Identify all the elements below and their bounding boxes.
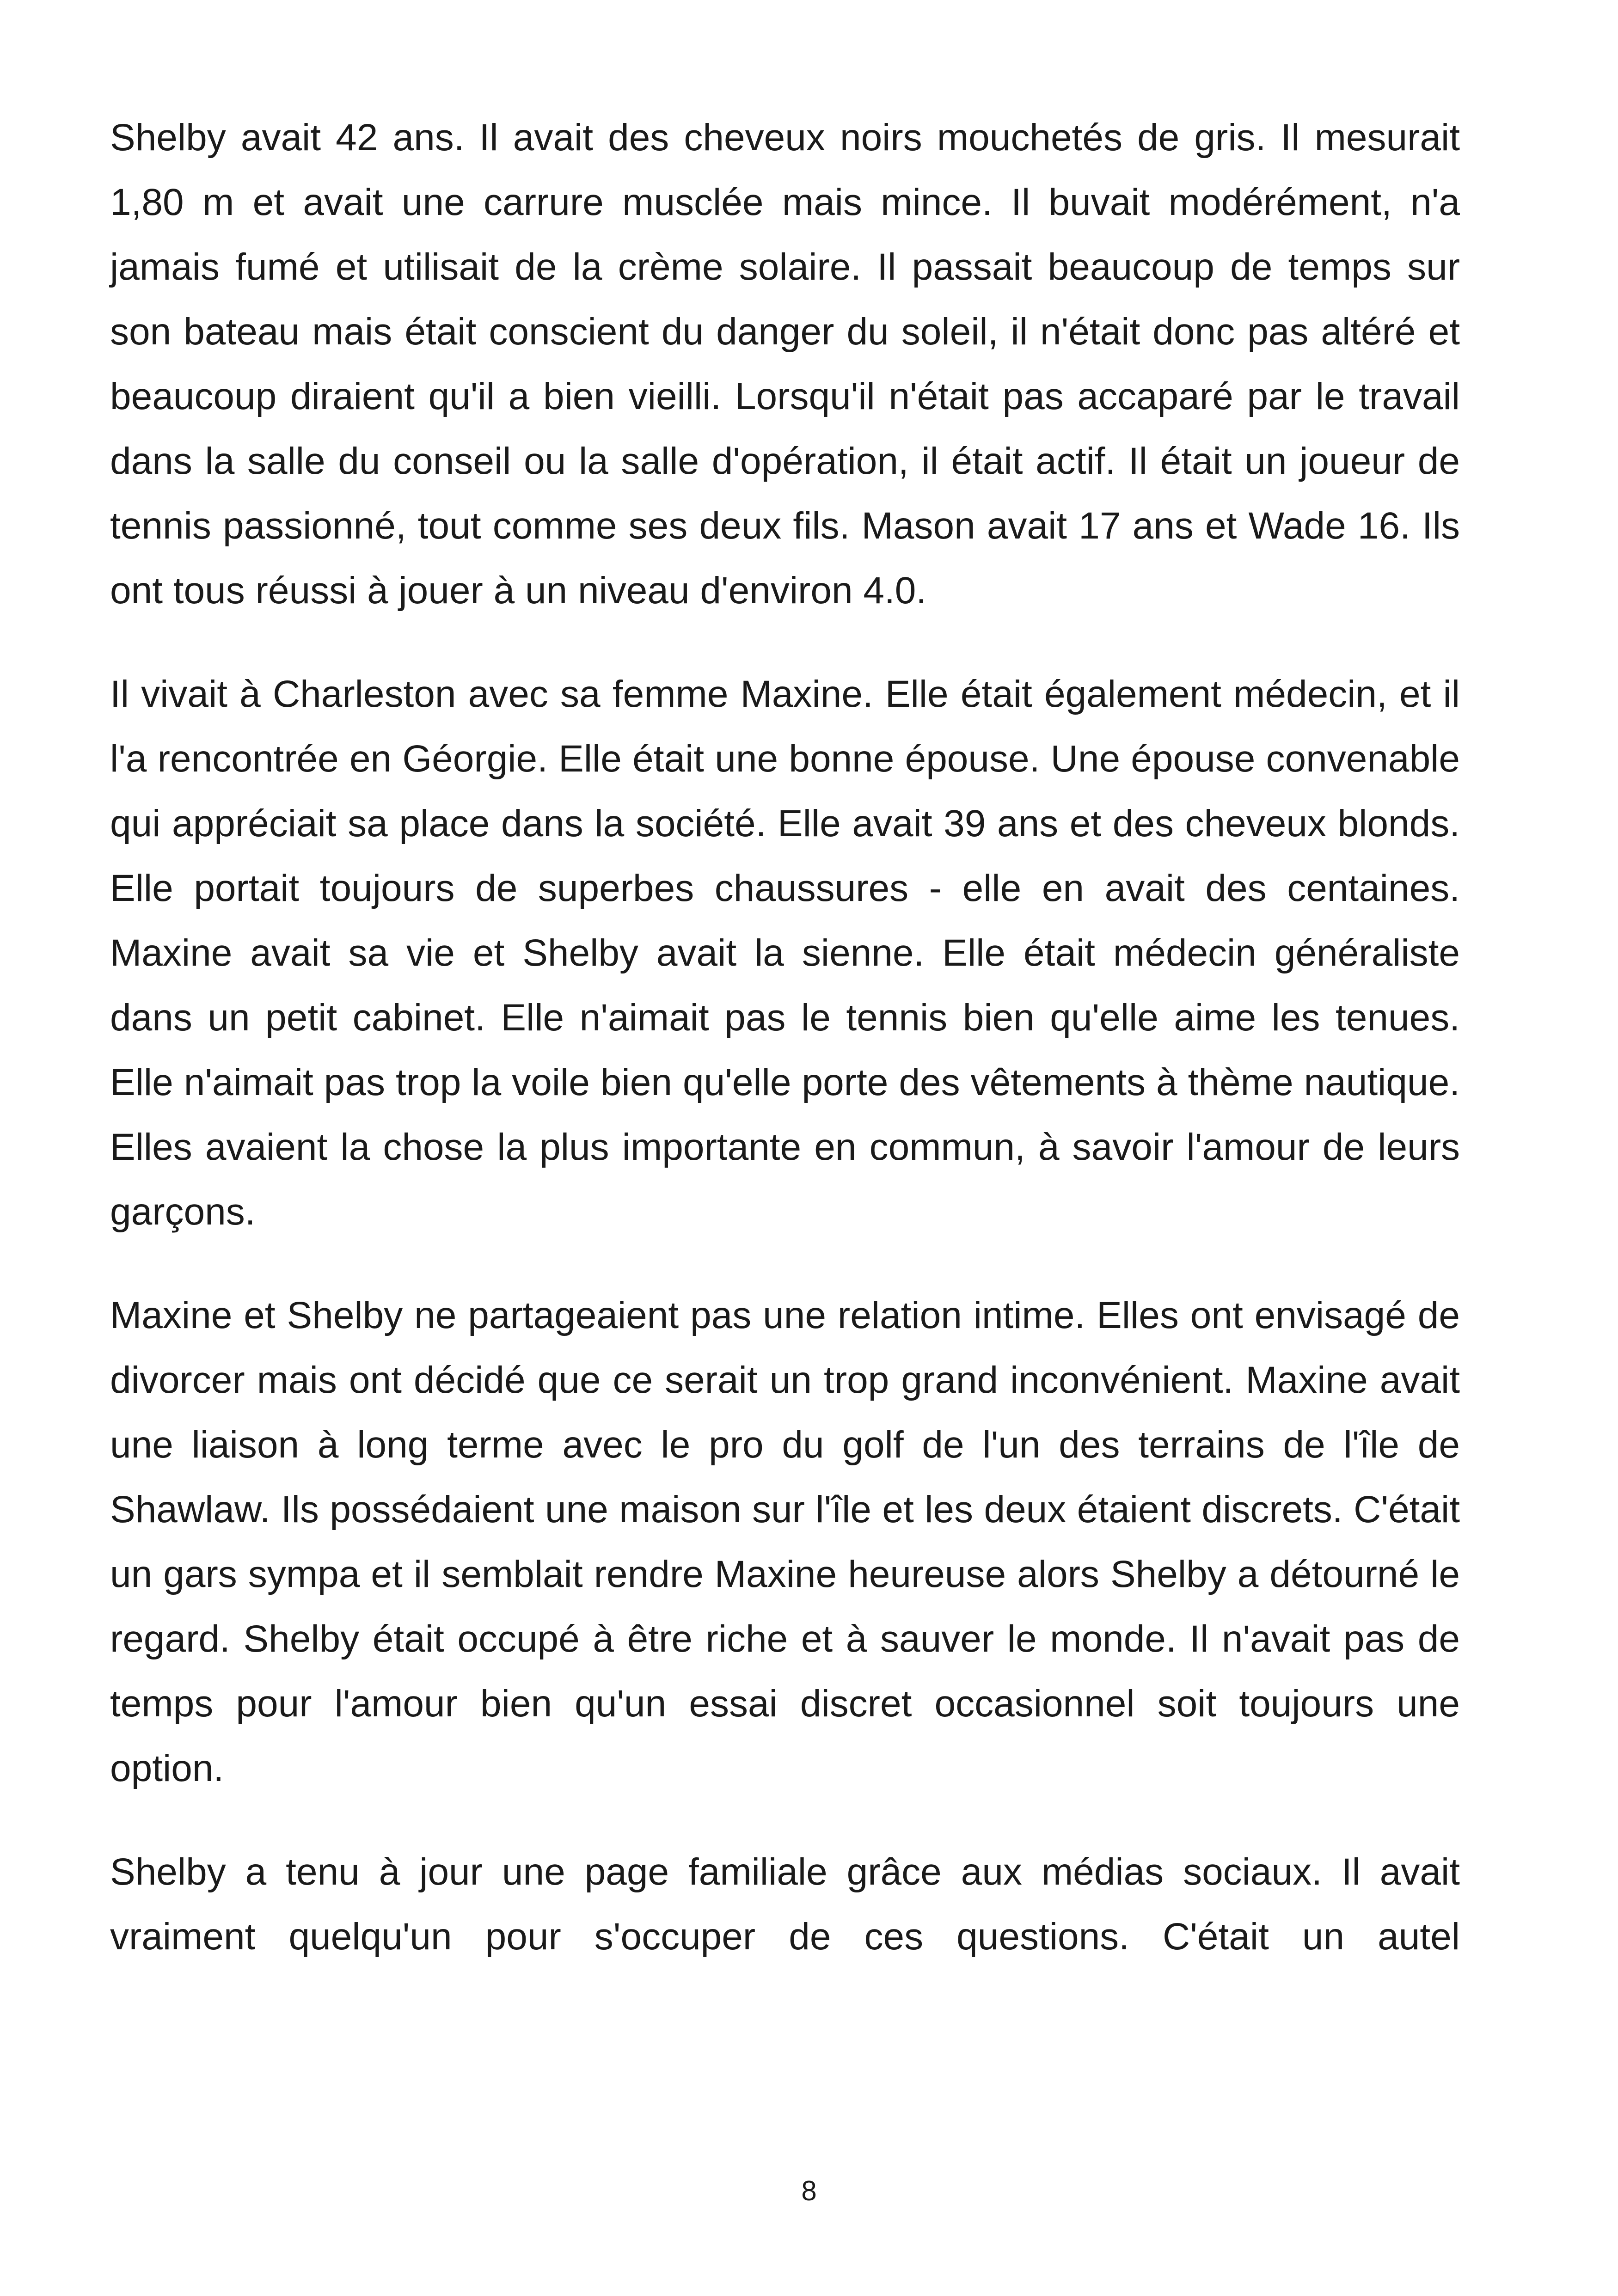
paragraph-4: Shelby a tenu à jour une page familiale grâce aux médias sociaux. Il avait vraiment quelqu'un pour s'occuper de ces questions. C'était un autel xyxy=(110,1851,1460,1958)
page-number: 8 xyxy=(801,2175,817,2206)
paragraph-3: Maxine et Shelby ne partageaient pas une relation intime. Elles ont envisagé de divorcer mais ont décidé que ce serait un trop grand inconvénient. Maxine avait une liaison à long terme avec le pro du golf de l'un des terrains de l'île de Shawlaw. Ils possédaient une maison sur l'île et les deux étaient discrets. C'était un gars sympa et il semblait rendre Maxine heureuse alors Shelby a détourné le regard. Shelby était occupé à être riche et à sauver le monde. Il n'avait pas de temps pour l'amour bien qu'un essai discret occasionnel soit toujours une option. xyxy=(110,1294,1460,1789)
paragraph-2: Il vivait à Charleston avec sa femme Maxine. Elle était également médecin, et il l'a rencontrée en Géorgie. Elle était une bonne épouse. Une épouse convenable qui appréciait sa place dans la société. Elle avait 39 ans et des cheveux blonds. Elle portait toujours de superbes chaussures - elle en avait des centaines. Maxine avait sa vie et Shelby avait la sienne. Elle était médecin généraliste dans un petit cabinet. Elle n'aimait pas le tennis bien qu'elle aime les tenues. Elle n'aimait pas trop la voile bien qu'elle porte des vêtements à thème nautique. Elles avaient la chose la plus importante en commun, à savoir l'amour de leurs garçons. xyxy=(110,673,1460,1233)
body-text xyxy=(110,105,1460,2008)
paragraph-1: Shelby avait 42 ans. Il avait des cheveux noirs mouchetés de gris. Il mesurait 1,80 m et avait une carrure musclée mais mince. Il buvait modérément, n'a jamais fumé et utilisait de la crème solaire. Il passait beaucoup de temps sur son bateau mais était conscient du danger du soleil, il n'était donc pas altéré et beaucoup diraient qu'il a bien vieilli. Lorsqu'il n'était pas accaparé par le travail dans la salle du conseil ou la salle d'opération, il était actif. Il était un joueur de tennis passionné, tout comme ses deux fils. Mason avait 17 ans et Wade 16. Ils ont tous réussi à jouer à un niveau d'environ 4.0. xyxy=(110,116,1460,612)
